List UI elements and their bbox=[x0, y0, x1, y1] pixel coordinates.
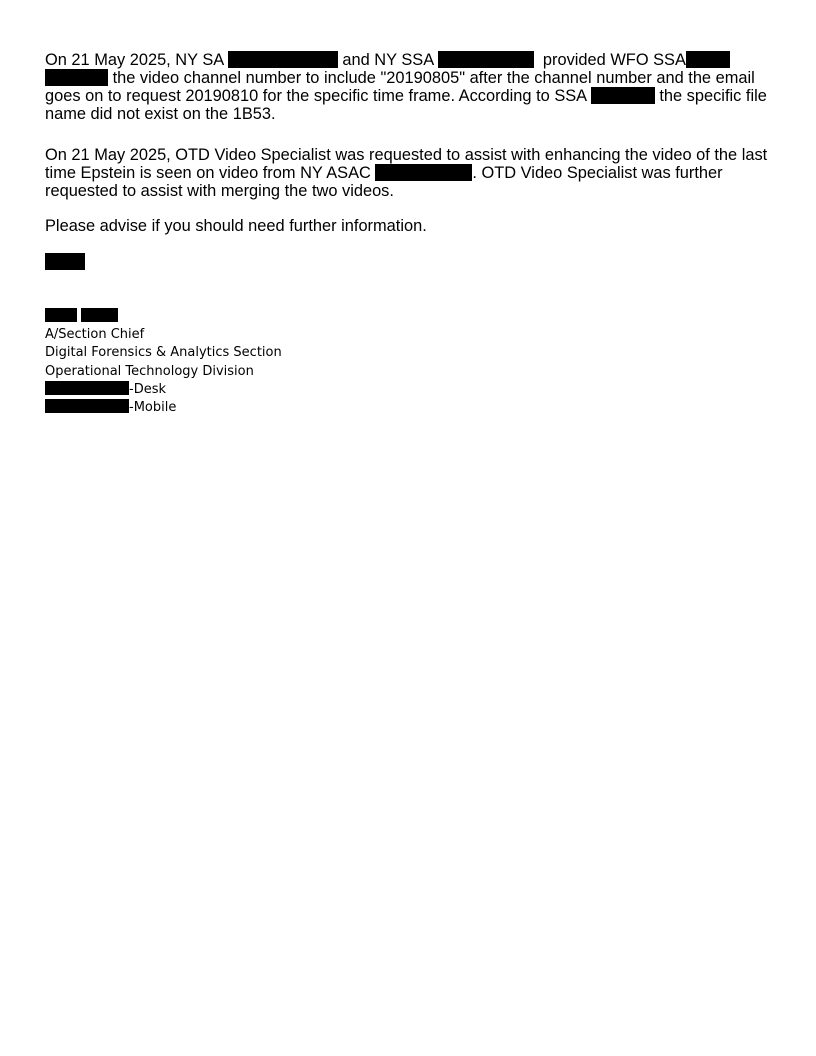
signature-desk-phone bbox=[45, 381, 282, 399]
text-segment: On 21 May 2025, NY SA bbox=[45, 51, 224, 69]
text-segment: time Epstein is seen on video from NY ASAC bbox=[45, 164, 371, 182]
redaction-box bbox=[45, 253, 85, 270]
redaction-box bbox=[45, 399, 129, 413]
text-segment: provided WFO SSA bbox=[542, 51, 686, 69]
paragraph-line bbox=[45, 164, 767, 182]
text-segment: and NY SSA bbox=[342, 51, 434, 69]
signature-section: Digital Forensics & Analytics Section bbox=[45, 345, 282, 361]
signature-mobile-phone bbox=[45, 399, 282, 417]
redaction-box bbox=[45, 308, 77, 322]
redaction-box bbox=[375, 164, 472, 181]
paragraph-line: On 21 May 2025, OTD Video Specialist was requested to assist with enhancing the video of the last bbox=[45, 146, 768, 164]
paragraph-video-channel-request bbox=[45, 51, 767, 123]
signature-name-row bbox=[45, 308, 282, 326]
text-segment: name did not exist on the 1B53. bbox=[45, 105, 276, 123]
redaction-box bbox=[591, 87, 655, 104]
paragraph-line bbox=[45, 69, 767, 87]
text-segment: the specific file bbox=[659, 87, 767, 105]
redaction-box bbox=[45, 381, 129, 395]
desk-label: -Desk bbox=[129, 381, 167, 397]
mobile-label: -Mobile bbox=[129, 399, 177, 415]
text-segment: . OTD Video Specialist was further bbox=[472, 164, 723, 182]
signature-division: Operational Technology Division bbox=[45, 363, 254, 379]
redaction-box bbox=[81, 308, 118, 322]
redaction-box bbox=[438, 51, 534, 68]
paragraph-line bbox=[45, 51, 767, 69]
text-segment: the video channel number to include "20190805" after the channel number and the email bbox=[112, 69, 755, 87]
paragraph-line bbox=[45, 87, 767, 105]
signature-title: A/Section Chief bbox=[45, 327, 145, 343]
text-segment: goes on to request 20190810 for the specific time frame. According to SSA bbox=[45, 87, 587, 105]
paragraph-line: requested to assist with merging the two videos. bbox=[45, 182, 394, 200]
redaction-box bbox=[228, 51, 338, 68]
paragraph-line bbox=[45, 105, 767, 123]
redaction-box bbox=[686, 51, 730, 68]
redaction-box bbox=[45, 69, 108, 86]
paragraph-closing: Please advise if you should need further information. bbox=[45, 217, 427, 235]
signature-block bbox=[45, 308, 282, 417]
paragraph-video-enhancement bbox=[45, 146, 767, 200]
